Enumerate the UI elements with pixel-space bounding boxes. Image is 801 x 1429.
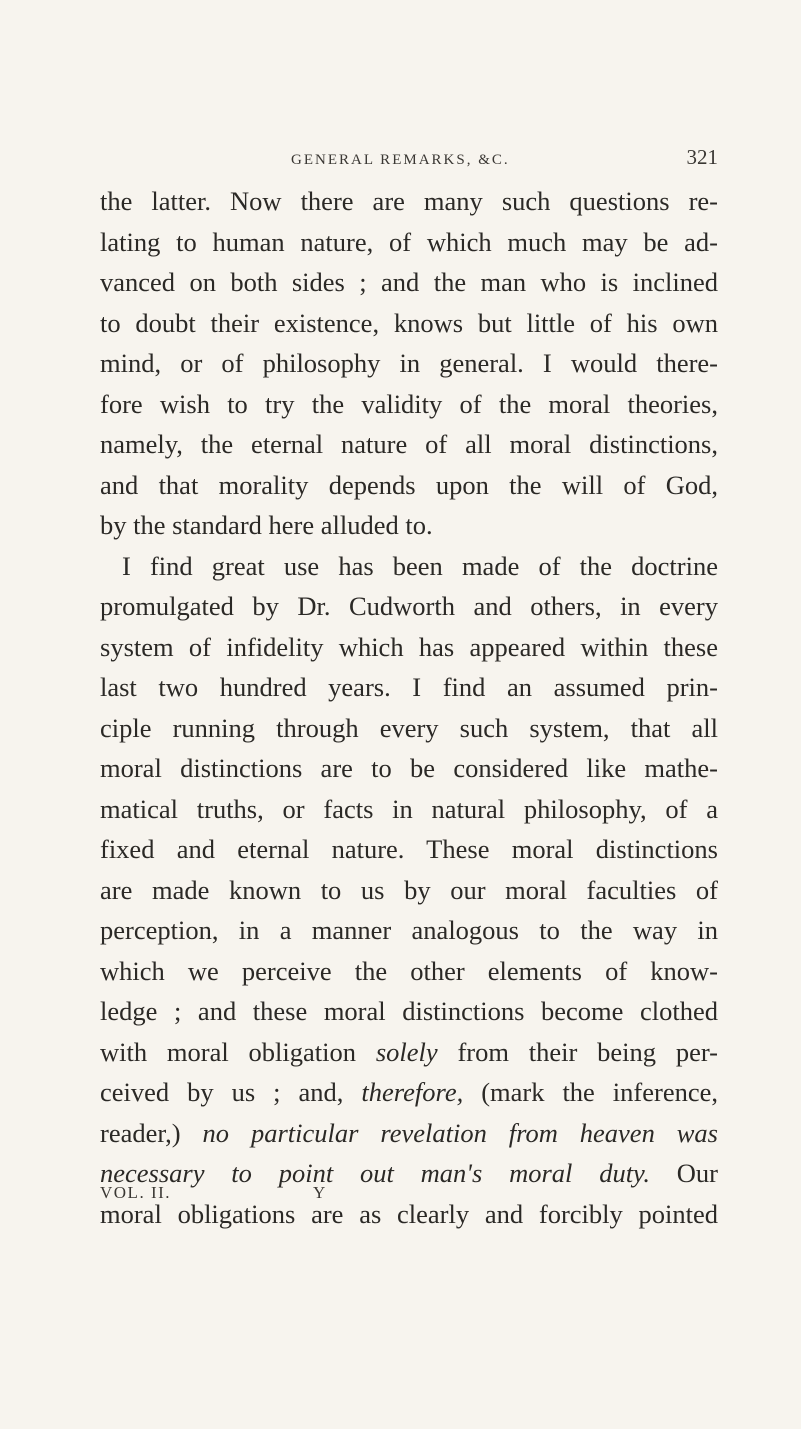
text-line: fore wish to try the validity of the moral theories,: [100, 388, 718, 419]
text-line: are made known to us by our moral faculties of: [100, 874, 718, 905]
paragraph-end-line: by the standard here alluded to.: [100, 510, 433, 540]
text-line: last two hundred years. I find an assumed prin-: [100, 672, 718, 702]
body-text: [100, 181, 718, 1234]
text-line: moral obligations are as clearly and forcibly pointed: [100, 1198, 718, 1229]
emphasis-text: therefore,: [361, 1077, 464, 1107]
text-line: moral distinctions are to be considered like mathe-: [100, 753, 718, 783]
signature-mark: Y: [313, 1183, 327, 1202]
page-footer: [100, 1183, 327, 1209]
volume-label: VOL. II.: [100, 1183, 172, 1202]
text-line: vanced on both sides ; and the man who is inclined: [100, 267, 718, 297]
text-line: promulgated by Dr. Cudworth and others, in every: [100, 591, 718, 621]
text-line: which we perceive the other elements of know-: [100, 955, 718, 986]
emphasis-text: solely: [375, 1036, 438, 1067]
line-text: with moral obligation: [100, 1036, 376, 1067]
text-line: to doubt their existence, knows but little of his own: [100, 307, 718, 338]
text-line: and that morality depends upon the will of God,: [100, 469, 718, 500]
text-line: ciple running through every such system, that all: [100, 712, 718, 743]
text-line: perception, in a manner analogous to the way in: [100, 915, 718, 945]
text-line: lating to human nature, of which much may be ad-: [100, 226, 718, 257]
text-line: system of infidelity which has appeared within these: [100, 631, 718, 662]
line-text: reader,): [100, 1117, 203, 1148]
line-text: Our: [649, 1158, 718, 1188]
emphasis-text: no particular revelation from heaven was: [202, 1117, 718, 1148]
page-number: 321: [686, 145, 718, 169]
paragraph-start-line: I find great use has been made of the doctrine: [122, 550, 718, 581]
text-line: fixed and eternal nature. These moral distinctions: [100, 834, 718, 864]
text-line: the latter. Now there are many such questions re-: [100, 186, 718, 216]
text-line: matical truths, or facts in natural philosophy, of a: [100, 793, 718, 824]
text-line: ledge ; and these moral distinctions become clothed: [100, 996, 718, 1026]
text-line: namely, the eternal nature of all moral distinctions,: [100, 429, 718, 459]
running-title: GENERAL REMARKS, &C.: [291, 152, 510, 168]
text-line: [100, 1032, 718, 1073]
text-line: mind, or of philosophy in general. I would there-: [100, 348, 718, 378]
text-line: [100, 1113, 718, 1154]
line-text: from their being per-: [437, 1036, 718, 1067]
line-text: (mark the inference,: [463, 1077, 718, 1107]
text-line: [100, 1072, 718, 1113]
running-head: [291, 145, 718, 173]
line-text: ceived by us ; and,: [100, 1077, 362, 1107]
emphasis-text: necessary to point out man's moral duty.: [100, 1158, 650, 1188]
